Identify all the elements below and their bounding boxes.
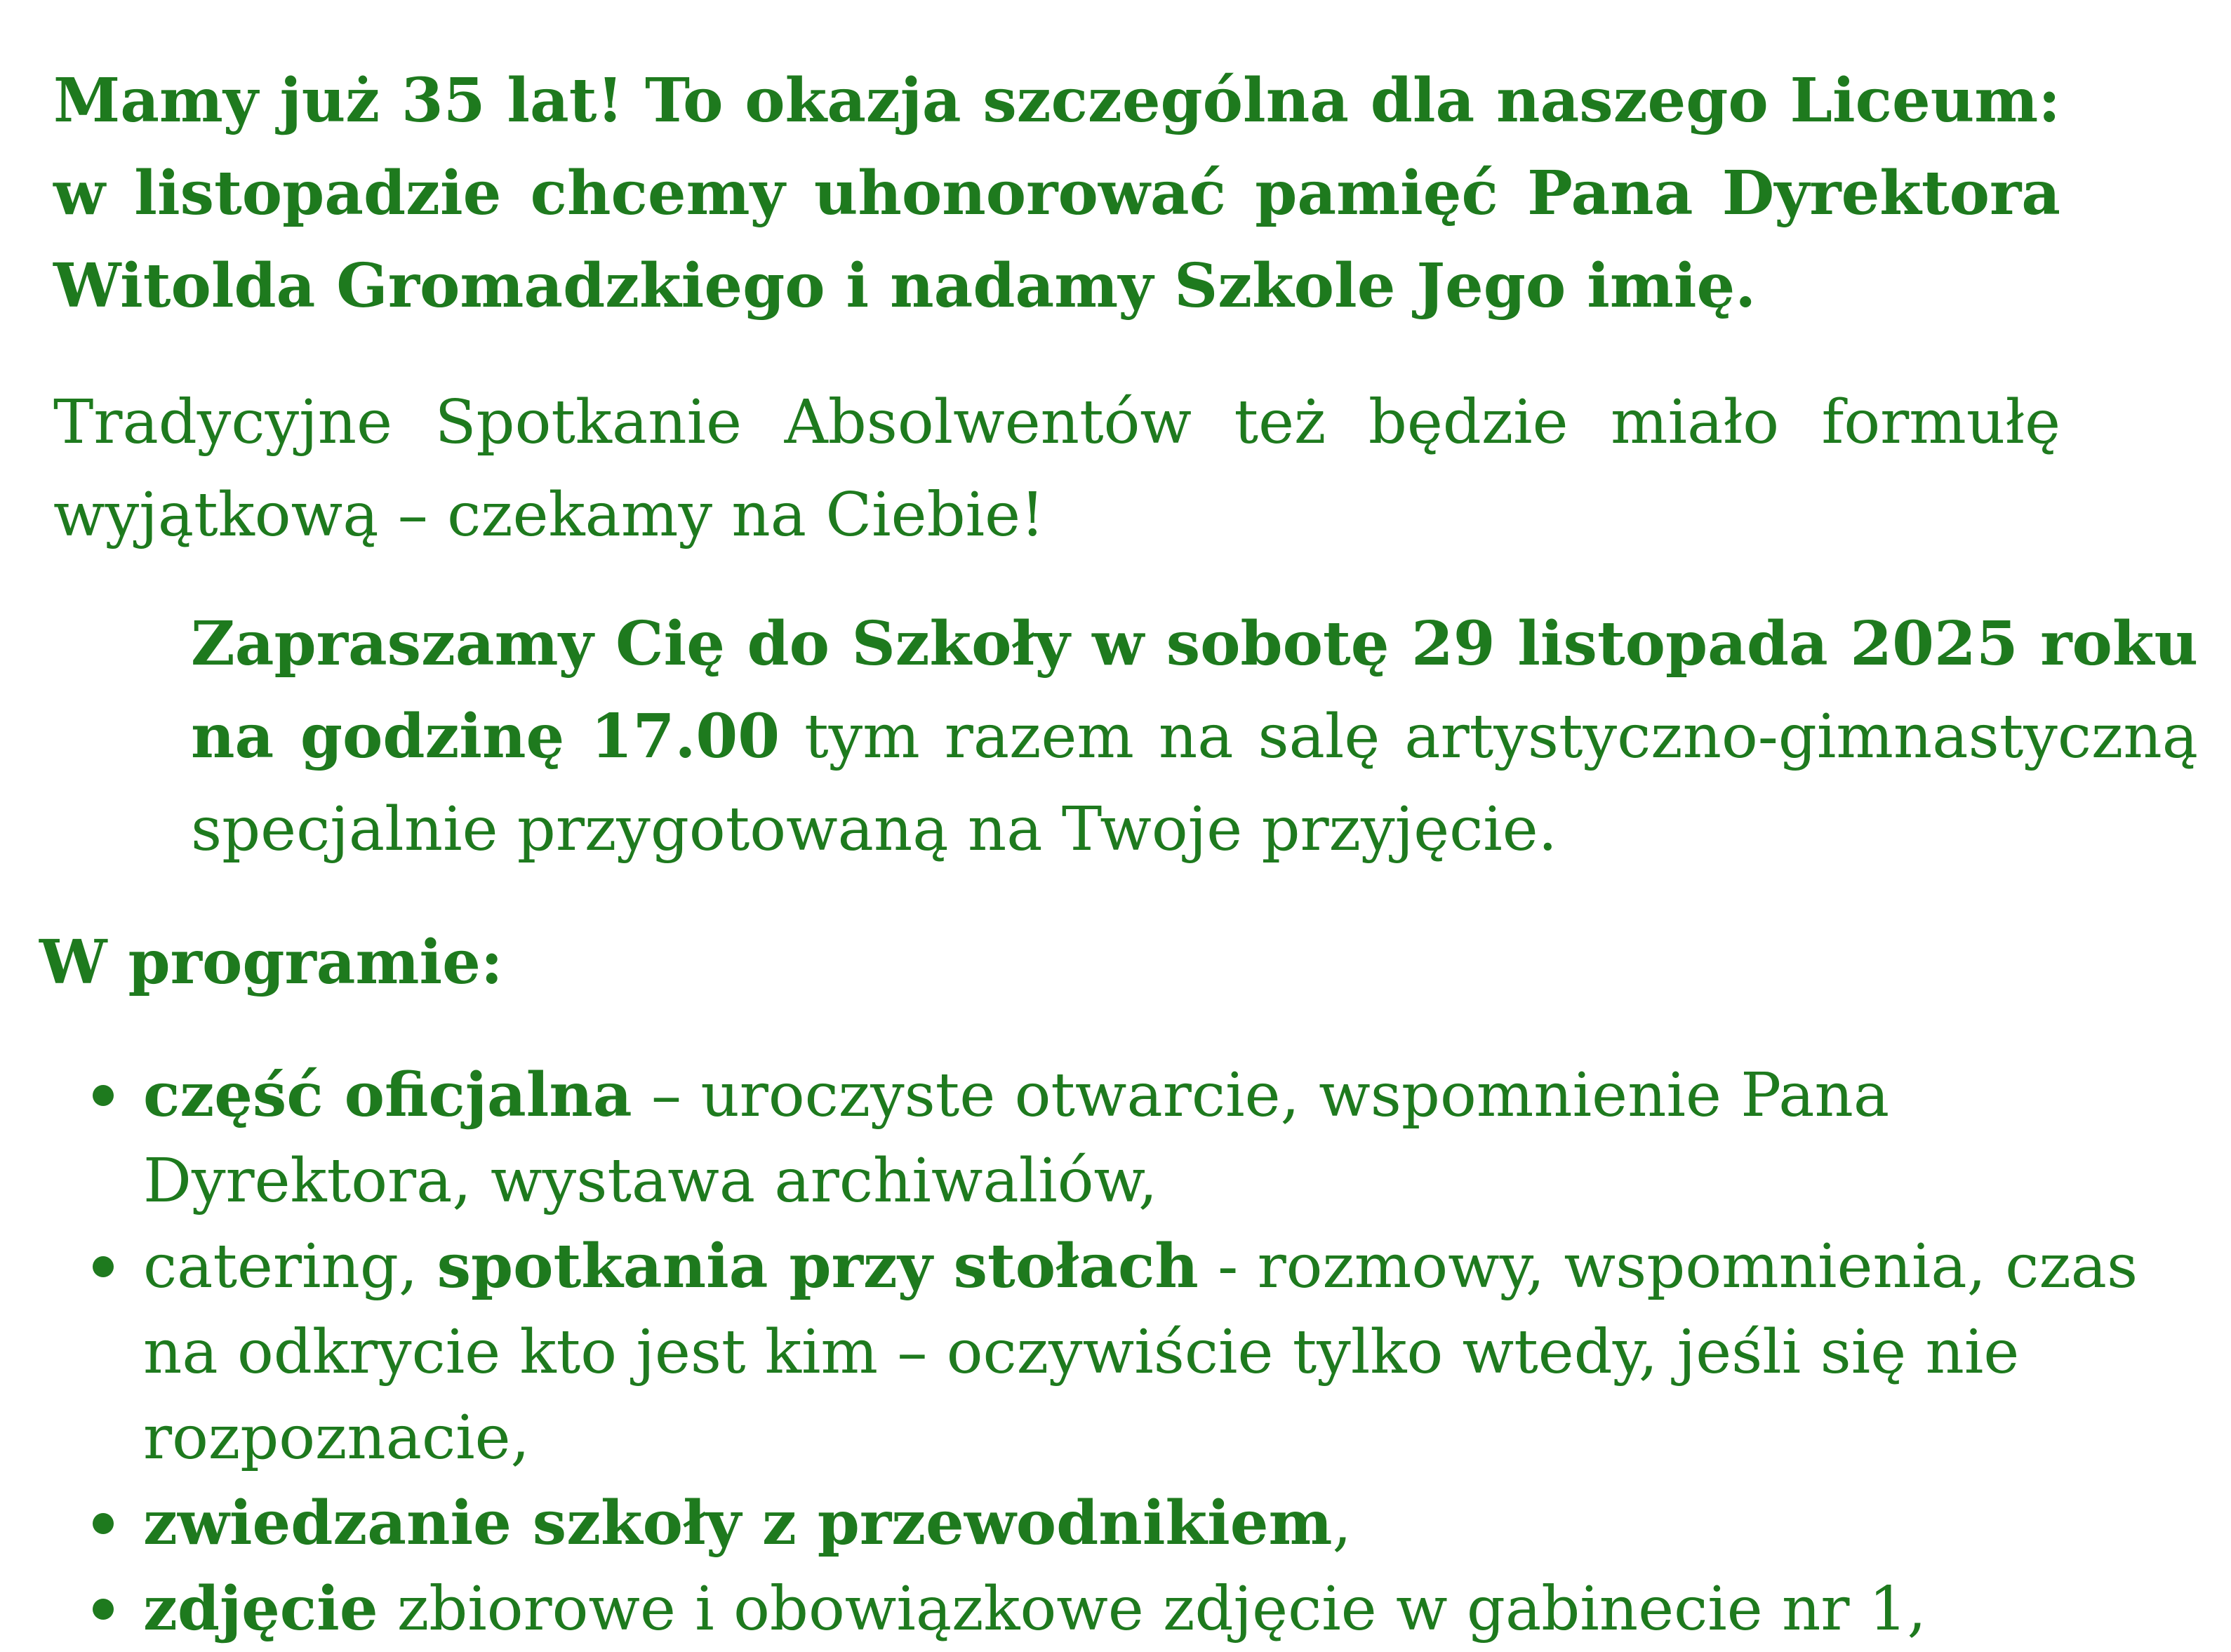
list-item: [84, 1481, 2218, 1566]
list-item: [84, 1224, 2218, 1481]
invitation-paragraph: [191, 598, 2198, 876]
bullet-icon: [93, 1513, 114, 1534]
bullet-icon: [93, 1256, 114, 1277]
list-item-bold: zdjęcie: [143, 1573, 378, 1644]
bullet-icon: [93, 1085, 114, 1106]
list-item: [84, 1566, 2218, 1652]
list-item-bold: część oficjalna: [143, 1060, 632, 1131]
list-item-rest: – uroczyste otwarcie, wspomnienie Pana Dyrektora, wystawa archiwaliów,: [143, 1060, 1890, 1216]
invitation-date-time: Zapraszamy Cię do Szkoły w sobotę 29 listopada 2025 roku na godzinę 17.00: [191, 608, 2198, 772]
intro-paragraph: Mamy już 35 lat! To okazja szczególna dla naszego Liceum: w listopadzie chcemy uhonorować pamięć Pana Dyrektora Witolda Gromadzkiego i nadamy Szkole Jego imię.: [53, 65, 2060, 321]
list-item-rest: ,: [1332, 1488, 1352, 1559]
list-item-lead: catering,: [143, 1232, 437, 1302]
bullet-icon: [93, 1599, 114, 1620]
list-item-bold: spotkania przy stołach: [437, 1231, 1199, 1302]
program-list: [84, 1053, 2218, 1652]
tradition-paragraph: Tradycyjne Spotkanie Absolwentów też będzie miało formułę wyjątkową – czekamy na Ciebie!: [53, 387, 2060, 550]
list-item: [84, 1053, 2218, 1224]
list-item-rest: - rozmowy, wspomnienia, czas na odkrycie kto jest kim – oczywiście tylko wtedy, jeśli się nie rozpoznacie,: [143, 1232, 2138, 1473]
list-item-rest: zbiorowe i obowiązkowe zdjęcie w gabinecie nr 1,: [378, 1574, 1926, 1644]
invitation-venue: tym razem na salę artystyczno-gimnastyczną specjalnie przygotowaną na Twoje przyjęcie.: [191, 702, 2198, 865]
program-heading: W programie:: [39, 927, 503, 998]
list-item-bold: zwiedzanie szkoły z przewodnikiem: [143, 1488, 1333, 1559]
